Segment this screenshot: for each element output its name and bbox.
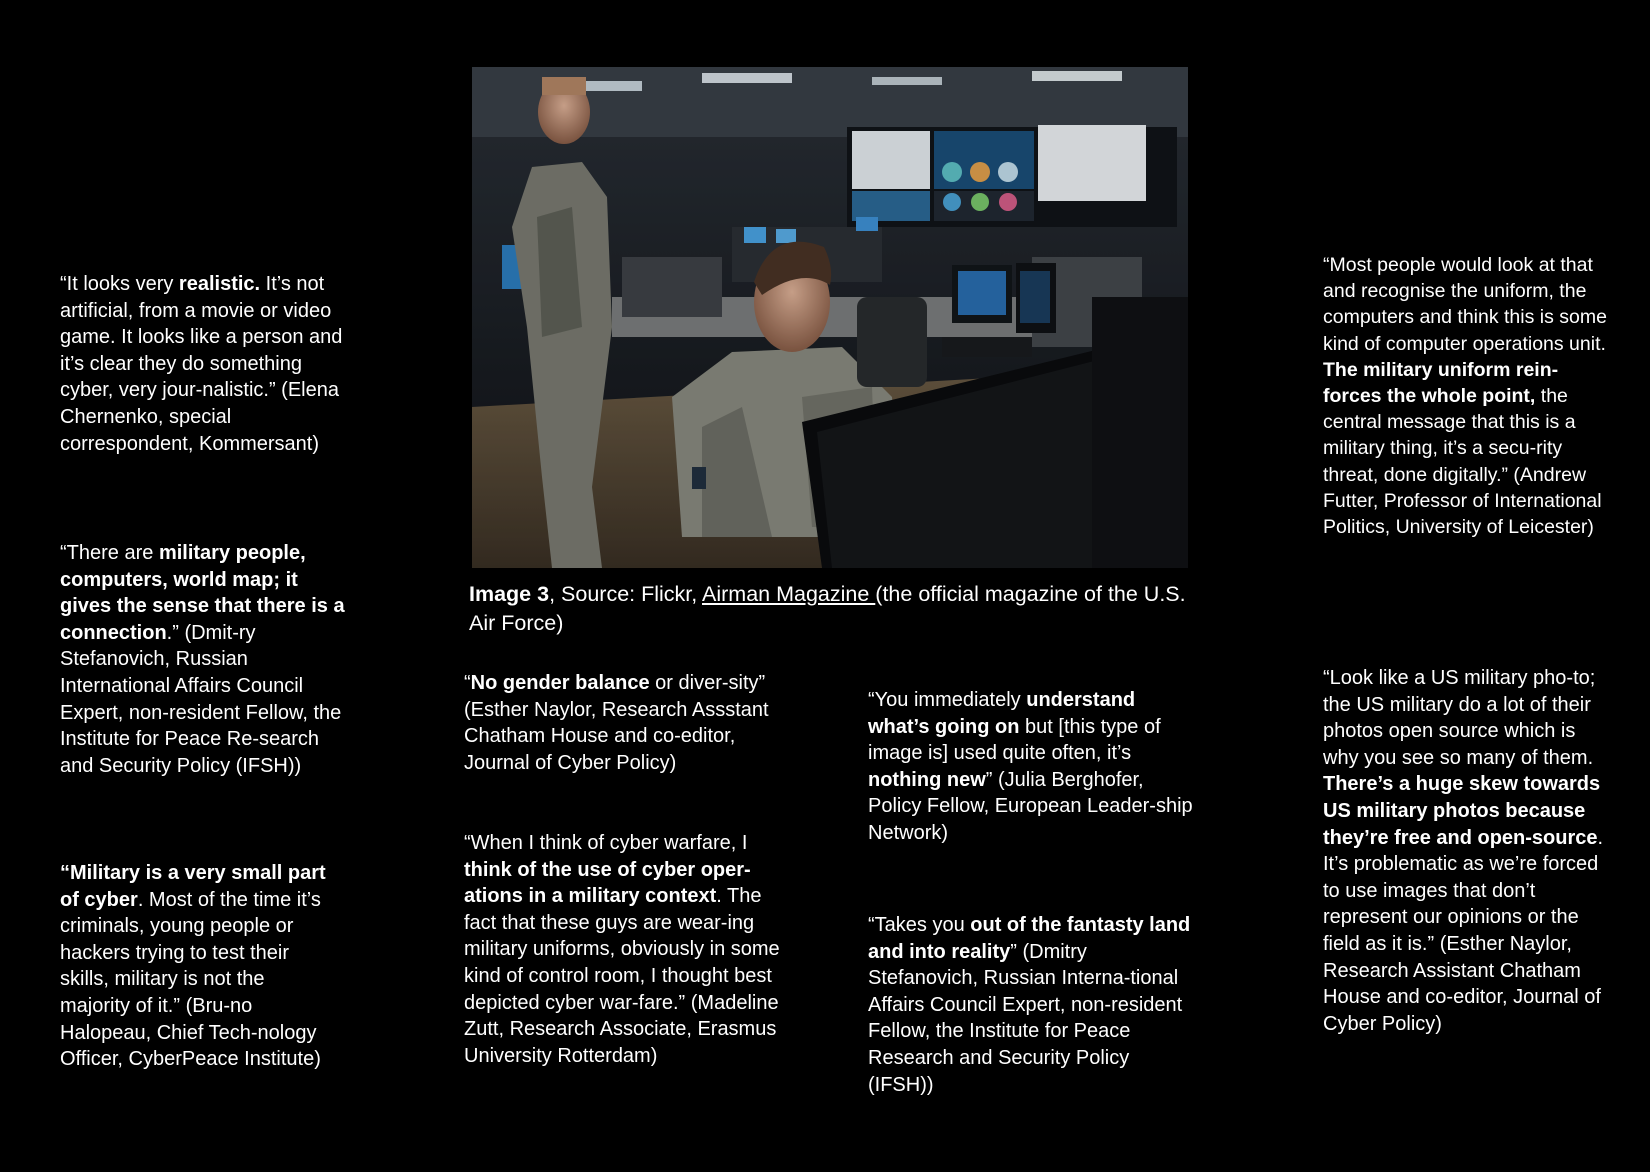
quote-text: ” (Julia Berghofer, Policy Fellow, European Leader-ship Network) <box>868 768 1193 844</box>
quote-naylor-2 <box>1323 665 1613 1037</box>
quote-emphasis: think of the use of cyber oper-ations in a military context <box>464 858 751 908</box>
quote-naylor-1 <box>464 670 799 776</box>
quote-emphasis: No gender balance <box>470 672 650 694</box>
quote-text: “ <box>464 672 471 694</box>
caption-label: Image 3 <box>469 582 550 606</box>
quote-text: “You immediately <box>868 689 1027 711</box>
quote-text: . It’s problematic as we’re forced to use images that don’t represent our opinions or the field as it is.” (Esther Naylor, Research Assistant Chatham House and co-editor, Journal of Cyber Policy) <box>1323 826 1604 1035</box>
quote-text: “There are <box>60 542 159 564</box>
photo-illustration <box>472 67 1188 568</box>
quote-text: “When I think of cyber warfare, I <box>464 832 748 854</box>
quote-emphasis: There’s a huge skew towards US military photos because they’re free and open-source <box>1323 773 1601 849</box>
quote-halopeau <box>60 860 335 1073</box>
airman-magazine-link[interactable]: Airman Magazine <box>702 582 876 606</box>
quote-stefanovich-1 <box>60 540 350 779</box>
quote-text: “Takes you <box>868 914 971 936</box>
quote-text: or diver-sity” (Esther Naylor, Research Assstant Chatham House and co-editor, Journal of Cyber Policy) <box>464 672 769 774</box>
quote-text: . The fact that these guys are wear-ing military uniforms, obviously in some kind of control room, I thought best depicted cyber war-fare.” (Madeline Zutt, Research Associate, Erasmus University Rotterdam) <box>464 885 780 1067</box>
quote-text: “Most people would look at that and recognise the uniform, the computers and think this is some kind of computer operations unit. <box>1323 254 1607 355</box>
caption-source: , Source: Flickr, <box>549 582 703 606</box>
quote-text: “It looks very <box>60 273 179 295</box>
quote-stefanovich-2 <box>868 912 1198 1098</box>
quote-text: . Most of the time it’s criminals, young people or hackers trying to test their skills, military is not the majority of it.” (Bru-no Halopeau, Chief Tech-nology Officer, CyberPeace Institute) <box>60 888 321 1071</box>
quote-text: It’s not artificial, from a movie or video game. It looks like a person and it’s clear they do something cyber, very jour-nalistic.” (Elena Chernenko, special correspondent, Kommersant) <box>60 273 343 455</box>
quote-text: .” (Dmit-ry Stefanovich, Russian International Affairs Council Expert, non-resident Fellow, the Institute for Peace Re-search and Security Policy (IFSH)) <box>60 621 342 777</box>
caption-rest: (the official magazine of the U.S. Air Force) <box>469 582 1186 635</box>
quote-emphasis: nothing new <box>868 768 986 791</box>
quote-text: the central message that this is a military thing, it’s a secu-rity threat, done digitally.” (Andrew Futter, Professor of International Politics, University of Leicester) <box>1323 385 1602 539</box>
quote-emphasis: out of the fantasty land and into reality <box>868 914 1191 963</box>
quote-futter <box>1323 252 1613 540</box>
quote-text: but [this type of image is] used quite often, it’s <box>868 715 1161 765</box>
quote-zutt <box>464 830 799 1069</box>
quote-text: “Look like a US military pho-to; the US military do a lot of their photos open source which is why you see so many of them. <box>1323 667 1596 769</box>
quote-emphasis: “Military is a very small part of cyber <box>60 862 326 911</box>
quote-chernenko <box>60 271 350 457</box>
quote-emphasis: realistic. <box>178 273 261 295</box>
quote-emphasis: understand what’s going on <box>868 689 1136 738</box>
quote-berghofer <box>868 687 1198 847</box>
image-caption <box>469 580 1199 638</box>
control-room-photo <box>472 67 1188 568</box>
quote-text: ” (Dmitry Stefanovich, Russian Interna-tional Affairs Council Expert, non-resident Fellow, the Institute for Peace Research and Security Policy (IFSH)) <box>868 940 1183 1096</box>
quote-emphasis: The military uniform rein-forces the whole point, <box>1323 358 1559 408</box>
quote-emphasis: military people, computers, world map; it gives the sense that there is a connection <box>60 542 345 644</box>
